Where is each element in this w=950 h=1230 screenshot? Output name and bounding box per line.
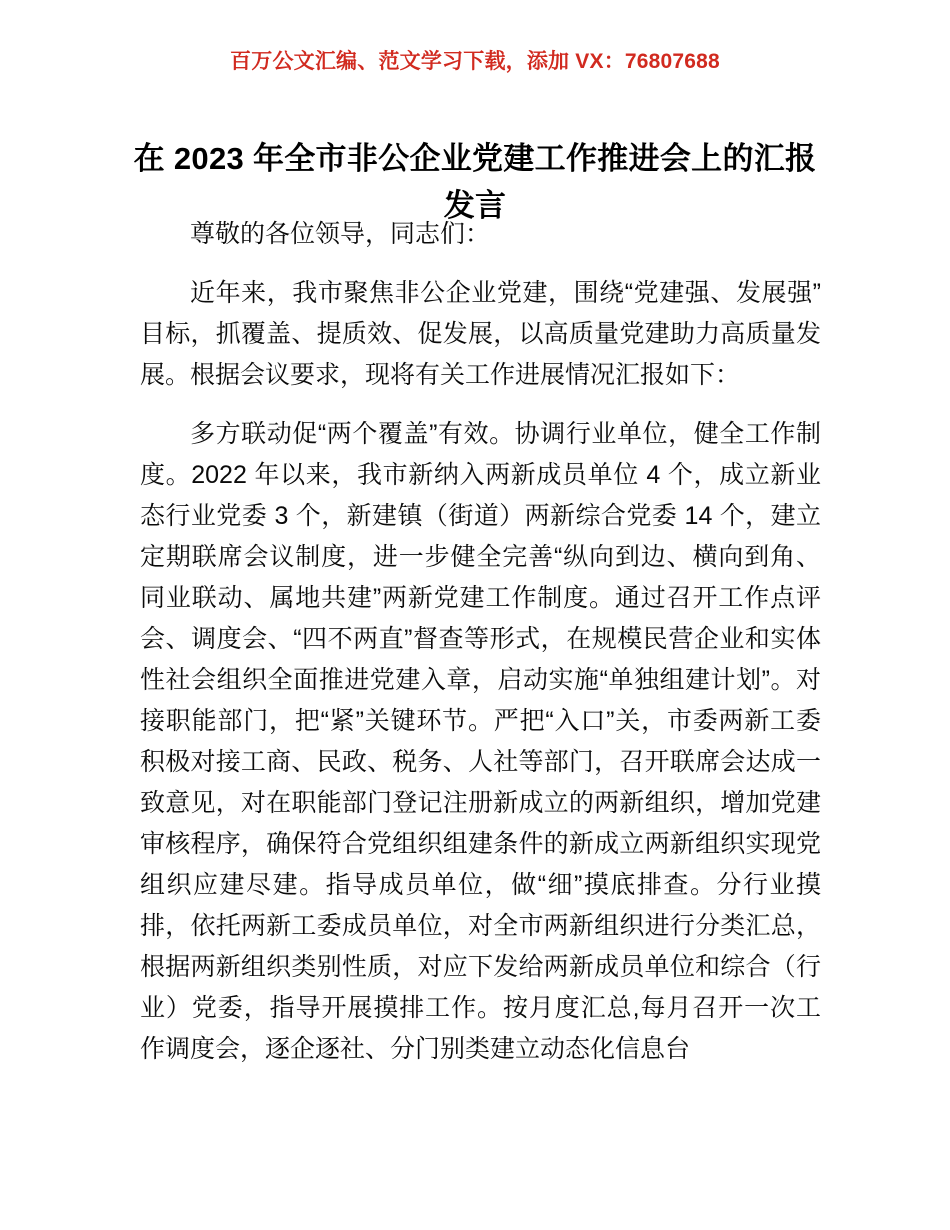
document-title: 在 2023 年全市非公企业党建工作推进会上的汇报发言 — [133, 140, 817, 223]
promo-watermark-header: 百万公文汇编、范文学习下载，添加 VX：76807688 — [230, 50, 720, 73]
salutation-line: 尊敬的各位领导，同志们： — [190, 220, 491, 248]
body-paragraph-1: 近年来，我市聚焦非公企业党建，围绕“党建强、发展强”目标，抓覆盖、提质效、促发展，以高质量党建助力高质量发展。根据会议要求，现将有关工作进展情况汇报如下： — [140, 279, 821, 389]
document-body — [140, 214, 821, 1070]
body-paragraph-2: 多方联动促“两个覆盖”有效。协调行业单位，健全工作制度。2022 年以来，我市新纳入两新成员单位 4 个，成立新业态行业党委 3 个，新建镇（街道）两新综合党委 14 个，建立定期联席会议制度，进一步健全完善“纵向到边、横向到角、同业联动、属地共建”两新党建工作制度。通过召开工作点评会、调度会、“四不两直”督查等形式，在规模民营企业和实体性社会组织全面推进党建入章，启动实施“单独组建计划”。对接职能部门，把“紧”关键环节。严把“入口”关，市委两新工委积极对接工商、民政、税务、人社等部门，召开联席会达成一致意见，对在职能部门登记注册新成立的两新组织，增加党建审核程序，确保符合党组织组建条件的新成立两新组织实现党组织应建尽建。指导成员单位，做“细”摸底排查。分行业摸排，依托两新工委成员单位，对全市两新组织进行分类汇总，根据两新组织类别性质，对应下发给两新成员单位和综合（行业）党委，指导开展摸排工作。按月度汇总,每月召开一次工作调度会，逐企逐社、分门别类建立动态化信息台 — [140, 420, 821, 1063]
